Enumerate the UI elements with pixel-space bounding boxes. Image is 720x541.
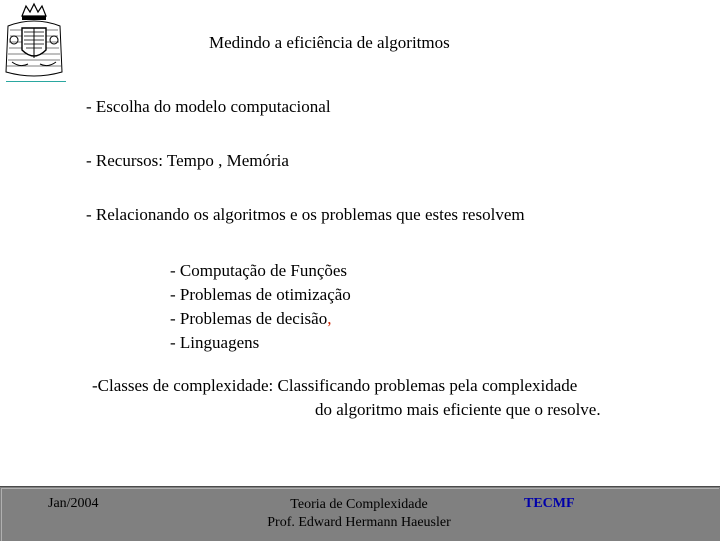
footer-date: Jan/2004 bbox=[48, 496, 99, 511]
coat-of-arms-icon bbox=[2, 2, 66, 82]
sub-item-list bbox=[170, 259, 351, 355]
edit-mark: , bbox=[327, 309, 332, 328]
complexity-classes-continuation: do algoritmo mais eficiente que o resolve. bbox=[315, 400, 601, 419]
footer-bar bbox=[0, 486, 720, 541]
sub-item-languages: - Linguagens bbox=[170, 333, 260, 352]
sub-item-decision bbox=[170, 307, 351, 331]
bullet-computational-model: - Escolha do modelo computacional bbox=[86, 97, 331, 116]
footer-professor: Prof. Edward Hermann Haeusler bbox=[267, 515, 451, 530]
footer-course-info bbox=[239, 496, 479, 532]
bullet-relating-algorithms: - Relacionando os algoritmos e os problemas que estes resolvem bbox=[86, 205, 525, 224]
footer-course: Teoria de Complexidade bbox=[290, 497, 428, 512]
sub-item-functions: - Computação de Funções bbox=[170, 261, 348, 280]
bullet-resources: - Recursos: Tempo , Memória bbox=[86, 151, 289, 170]
complexity-classes-block bbox=[92, 374, 601, 422]
sub-item-optimization: - Problemas de otimização bbox=[170, 285, 351, 304]
sub-item-decision-text: - Problemas de decisão bbox=[170, 309, 328, 328]
logo-underline bbox=[6, 81, 66, 82]
footer-brand: TECMF bbox=[524, 496, 575, 511]
complexity-classes-line: -Classes de complexidade: Classificando problemas pela complexidade bbox=[92, 376, 578, 395]
slide-title: Medindo a eficiência de algoritmos bbox=[209, 33, 450, 52]
